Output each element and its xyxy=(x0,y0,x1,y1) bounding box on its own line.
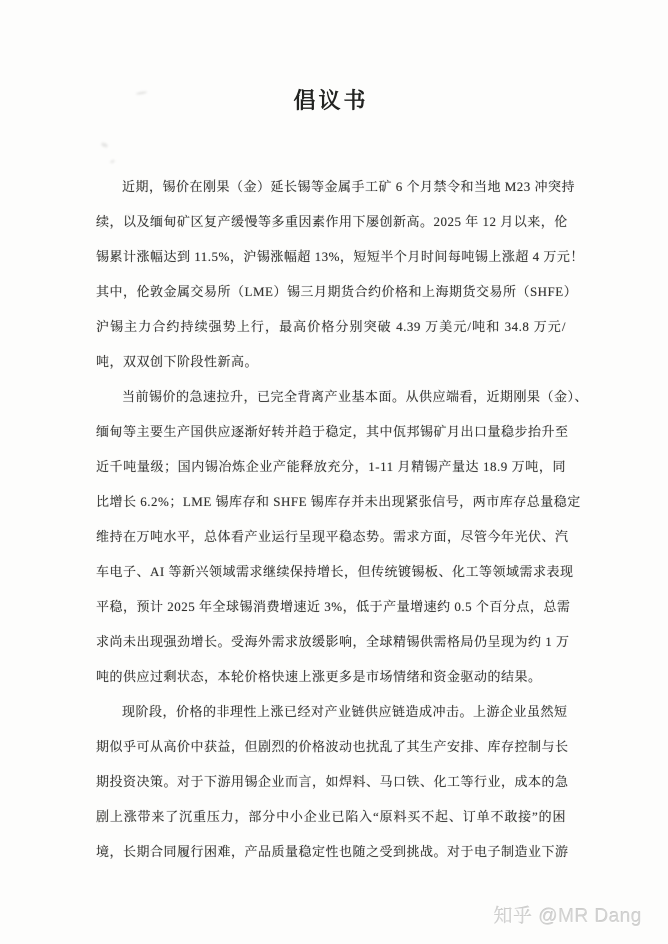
text-line: 续，以及缅甸矿区复产缓慢等多重因素作用下屡创新高。2025 年 12 月以来，伦 xyxy=(96,214,568,229)
paragraph-1 xyxy=(96,169,584,379)
text-line: 锡累计涨幅达到 11.5%，沪锡涨幅超 13%，短短半个月时间每吨锡上涨超 4 万元！ xyxy=(96,249,584,264)
document-body xyxy=(96,169,589,869)
text-line: 当前锡价的急速拉升，已完全背离产业基本面。从供应端看，近期刚果（金）、 xyxy=(122,389,589,404)
scan-smudge xyxy=(110,159,116,164)
text-line: 近千吨量级；国内锡冶炼企业产能释放充分，1-11 月精锡产量达 18.9 万吨，同 xyxy=(96,459,566,474)
paragraph-2 xyxy=(96,379,589,694)
scan-smudge xyxy=(126,214,132,216)
scan-smudge xyxy=(100,142,108,149)
text-line: 求尚未出现强劲增长。受海外需求放缓影响，全球精锡供需格局仍呈现为约 1 万 xyxy=(96,634,570,649)
text-line: 车电子、AI 等新兴领域需求继续保持增长，但传统镀锡板、化工等领域需求表现 xyxy=(96,564,574,579)
text-line: 平稳，预计 2025 年全球锡消费增速近 3%，低于产量增速约 0.5 个百分点，总需 xyxy=(96,599,571,614)
text-line: 比增长 6.2%；LME 锡库存和 SHFE 锡库存并未出现紧张信号，两市库存总量稳定 xyxy=(96,494,581,509)
text-line: 维持在万吨水平，总体看产业运行呈现平稳态势。需求方面，尽管今年光伏、汽 xyxy=(96,529,569,544)
text-line: 期似乎可从高价中获益，但剧烈的价格波动也扰乱了其生产安排、库存控制与长 xyxy=(96,739,569,754)
text-line: 吨，双双创下阶段性新高。 xyxy=(96,354,259,369)
text-line: 剧上涨带来了沉重压力，部分中小企业已陷入“原料买不起、订单不敢接”的困 xyxy=(96,809,566,824)
text-line: 近期，锡价在刚果（金）延长锡等金属手工矿 6 个月禁令和当地 M23 冲突持 xyxy=(122,179,576,194)
text-line: 境，长期合同履行困难，产品质量稳定性也随之受到挑战。对于电子制造业下游 xyxy=(96,844,569,859)
page-title: 倡议书 xyxy=(293,88,369,113)
text-line: 现阶段，价格的非理性上涨已经对产业链供应链造成冲击。上游企业虽然短 xyxy=(122,704,568,719)
text-line: 其中，伦敦金属交易所（LME）锡三月期货合约价格和上海期货交易所（SHFE） xyxy=(96,284,578,299)
text-line: 缅甸等主要生产国供应逐渐好转并趋于稳定，其中佤邦锡矿月出口量稳步抬升至 xyxy=(96,424,569,439)
text-line: 沪锡主力合约持续强势上行，最高价格分别突破 4.39 万美元/吨和 34.8 万元/ xyxy=(96,319,566,334)
text-line: 吨的供应过剩状态，本轮价格快速上涨更多是市场情绪和资金驱动的结果。 xyxy=(96,669,542,684)
zhihu-watermark: 知乎 @MR Dang xyxy=(493,906,642,927)
text-line: 期投资决策。对于下游用锡企业而言，如焊料、马口铁、化工等行业，成本的急 xyxy=(96,774,569,789)
paragraph-3 xyxy=(96,694,569,869)
